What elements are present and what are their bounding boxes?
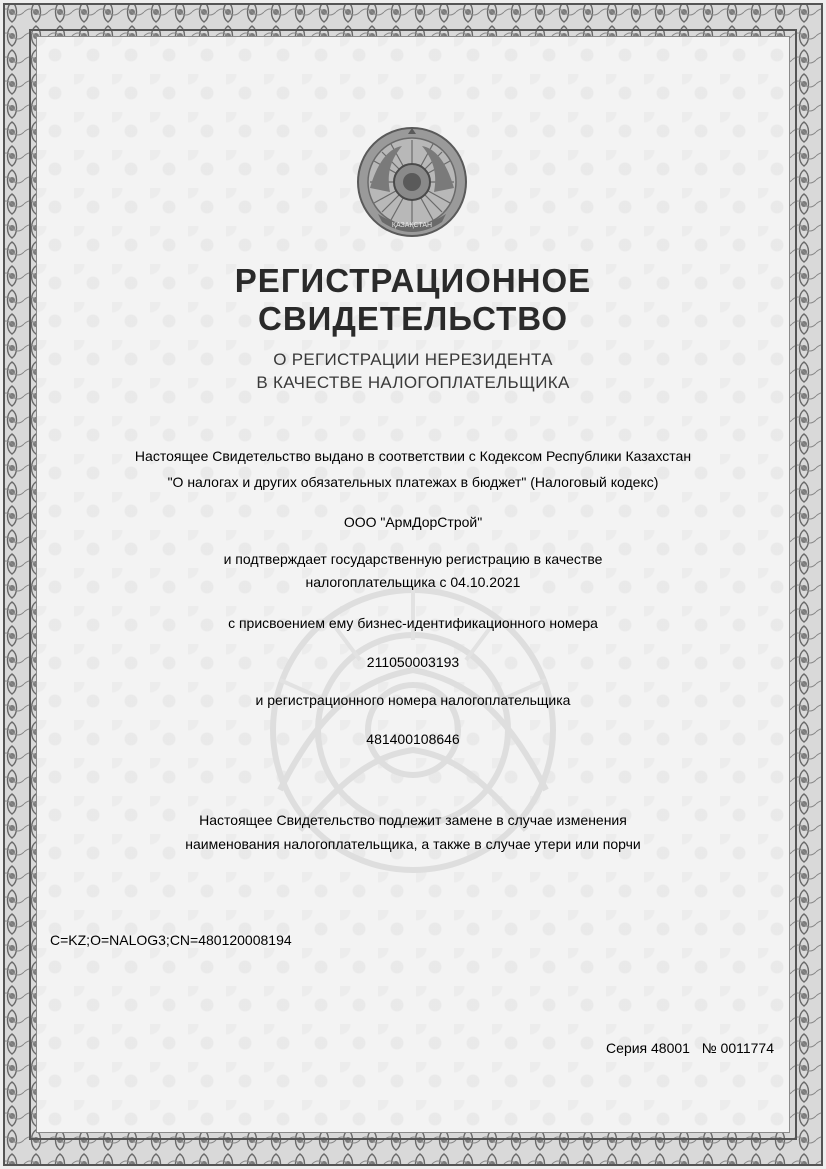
subtitle-line-2: В КАЧЕСТВЕ НАЛОГОПЛАТЕЛЬЩИКА [256, 373, 570, 392]
rnn-number: 481400108646 [366, 731, 460, 747]
kazakhstan-state-emblem-icon [356, 126, 468, 242]
note-line-1: Настоящее Свидетельство подлежит замене в случае изменения [199, 812, 627, 828]
digital-signature-dn: C=KZ;O=NALOG3;CN=480120008194 [50, 932, 292, 948]
confirm-line-2: налогоплательщика с 04.10.2021 [305, 574, 521, 590]
note-line-2: наименования налогоплательщика, а также в случае утери или порчи [185, 836, 641, 852]
series-number: Серия 48001 № 0011774 [606, 1040, 774, 1056]
company-name: ООО "АрмДорСтрой" [343, 514, 483, 530]
emblem-inscription: ҚАЗАҚСТАН [391, 222, 433, 229]
rnn-label: и регистрационного номера налогоплательщика [255, 692, 571, 708]
subtitle-line-1: О РЕГИСТРАЦИИ НЕРЕЗИДЕНТА [273, 350, 553, 369]
bin-label: с присвоением ему бизнес-идентификационного номера [228, 615, 598, 631]
issued-line-2: "О налогах и других обязательных платежах в бюджет" (Налоговый кодекс) [167, 474, 659, 490]
title-line-1: РЕГИСТРАЦИОННОЕ [234, 262, 592, 299]
title-line-2: СВИДЕТЕЛЬСТВО [258, 300, 568, 337]
issued-line-1: Настоящее Свидетельство выдано в соответствии с Кодексом Республики Казахстан [134, 448, 692, 464]
bin-number: 211050003193 [366, 654, 460, 670]
confirm-line-1: и подтверждает государственную регистрацию в качестве [223, 551, 603, 567]
